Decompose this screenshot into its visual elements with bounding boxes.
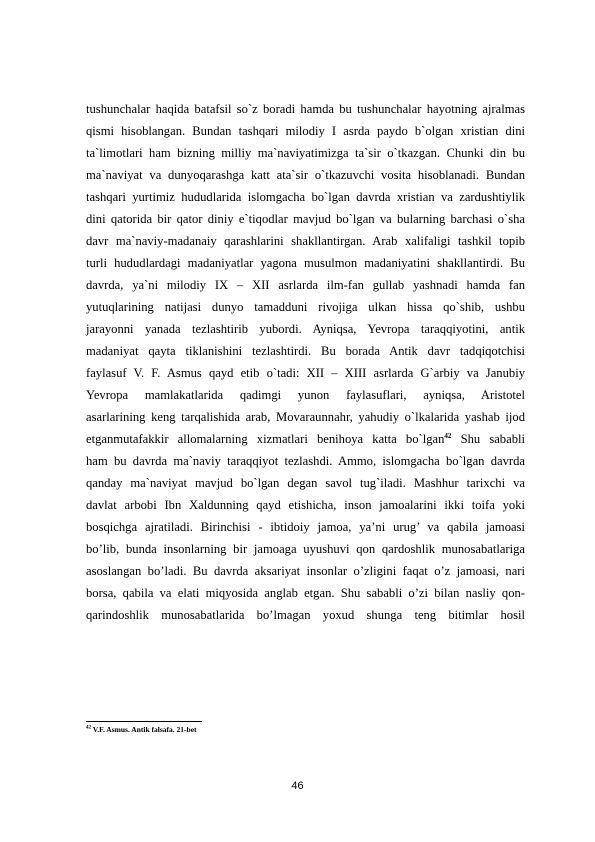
text-line: madaniyat qayta tiklanishini tezlashtirdi. Bu borada Antik davr tadqiqotchisi — [86, 344, 525, 358]
text-segment: Shu sababli — [460, 432, 525, 446]
text-line: jarayonni yanada tezlashtirib yubordi. Ayniqsa, Yevropa taraqqiyotini, antik — [86, 322, 525, 336]
text-line: asarlarining keng tarqalishida arab, Movaraunnahr, yahudiy o`lkalarida yashab ijod — [86, 410, 525, 424]
footnote-reference[interactable]: 42 — [444, 431, 452, 440]
page-number: 46 — [291, 780, 304, 792]
footnote-number: 42 — [86, 725, 91, 731]
footnote — [86, 725, 197, 735]
text-line: Yevropa mamlakatlarida qadimgi yunon faylasuflari, ayniqsa, Aristotel — [86, 388, 525, 402]
footnote-separator — [86, 721, 202, 722]
text-line: asoslangan bo’ladi. Bu davrda aksariyat insonlar o’zligini faqat o’z jamoasi, nari — [86, 564, 525, 578]
text-line: tushunchalar haqida batafsil so`z boradi hamda bu tushunchalar hayotning ajralmas — [86, 102, 525, 116]
text-line: tashqari yurtimiz hududlarida islomgacha bo`lgan davrda xristian va zardushtiylik — [86, 190, 525, 204]
text-line: ta`limotlari ham bizning milliy ma`naviyatimizga ta`sir o`tkazgan. Chunki din bu — [86, 146, 525, 160]
text-line: turli hududlardagi madaniyatlar yagona musulmon madaniyatini shakllantirdi. Bu — [86, 256, 525, 270]
text-line: faylasuf V. F. Asmus qayd etib o`tadi: XII – XIII asrlarda G`arbiy va Janubiy — [86, 366, 525, 380]
footnote-text: V.F. Asmus. Antik falsafa. 21-bet — [92, 725, 197, 734]
text-line: davr ma`naviy-madanaiy qarashlarini shakllantirgan. Arab xalifaligi tashkil topib — [86, 234, 525, 248]
text-line: ham bu davrda ma`naviy taraqqiyot tezlashdi. Ammo, islomgacha bo`lgan davrda — [86, 454, 525, 468]
text-line: davrda, ya`ni milodiy IX – XII asrlarda ilm-fan gullab yashnadi hamda fan — [86, 278, 525, 292]
text-line: ma`naviyat va dunyoqarashga katt ata`sir o`tkazuvchi vosita hisoblanadi. Bundan — [86, 168, 525, 182]
text-line: qismi hisoblangan. Bundan tashqari milodiy I asrda paydo b`olgan xristian dini — [86, 124, 525, 138]
text-line: yutuqlarining natijasi dunyo tamadduni rivojiga ulkan hissa qo`shib, ushbu — [86, 300, 525, 314]
text-line: qarindoshlik munosabatlarida bo’lmagan yoxud shunga teng bitimlar hosil — [86, 608, 525, 622]
text-line: qanday ma`naviyat mavjud bo`lgan degan savol tug`iladi. Mashhur tarixchi va — [86, 476, 525, 490]
text-line — [86, 428, 525, 450]
text-segment: etganmutafakkir allomalarning xizmatlari benihoya katta bo`lgan — [86, 432, 445, 446]
text-line: dini qatorida bir qator diniy e`tiqodlar mavjud bo`lgan va bularning barchasi o`sha — [86, 212, 525, 226]
text-line: borsa, qabila va elati miqyosida anglab etgan. Shu sababli o’zi bilan nasliy qon- — [86, 586, 525, 600]
text-line: bosqichga ajratiladi. Birinchisi - ibtidoiy jamoa, ya’ni urug’ va qabila jamoasi — [86, 520, 525, 534]
text-line: davlat arbobi Ibn Xaldunning qayd etishicha, inson jamoalarini ikki toifa yoki — [86, 498, 525, 512]
text-line: bo’lib, bunda insonlarning bir jamoaga uyushuvi qon qardoshlik munosabatlariga — [86, 542, 525, 556]
